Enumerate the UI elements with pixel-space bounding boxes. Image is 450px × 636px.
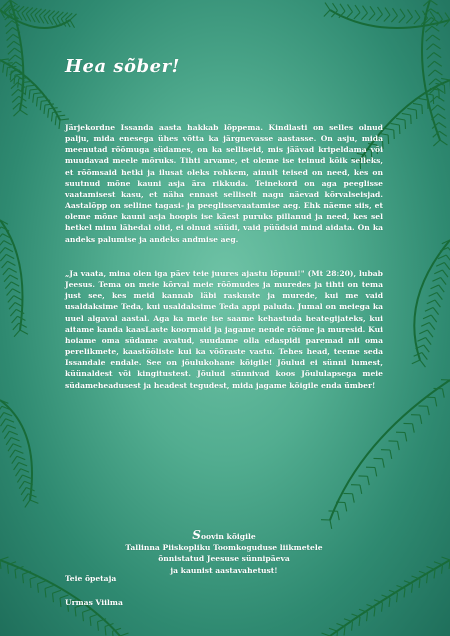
fir-needle <box>413 424 415 433</box>
fir-needle <box>337 624 345 627</box>
fir-needle <box>6 438 11 445</box>
fir-needle <box>18 13 23 21</box>
fir-needle <box>75 608 76 617</box>
fir-needle <box>9 268 17 272</box>
fir-needle <box>4 241 12 245</box>
fir-needle <box>48 17 53 25</box>
fir-needle <box>30 89 39 90</box>
fir-needle <box>53 18 58 26</box>
fir-needle <box>12 316 18 323</box>
fir-needle <box>23 574 24 583</box>
fir-needle <box>443 270 448 277</box>
fir-needle <box>435 70 442 75</box>
fir-needle <box>12 96 19 102</box>
fir-needle <box>4 431 9 438</box>
fir-needle <box>31 14 36 22</box>
fir-needle <box>330 520 332 529</box>
fir-needle <box>23 475 31 478</box>
fir-needle <box>26 14 31 22</box>
fir-needle <box>105 627 106 636</box>
fir-needle <box>13 323 19 330</box>
fir-needle <box>0 59 9 60</box>
fir-needle <box>45 104 54 105</box>
fir-needle <box>427 567 435 570</box>
fir-needle <box>385 8 390 15</box>
fir-needle <box>83 609 91 612</box>
fir-needle <box>13 110 20 116</box>
fir-needle <box>428 61 435 67</box>
fir-needle <box>394 130 395 139</box>
fir-needle <box>405 120 406 129</box>
fir-needle <box>436 79 443 84</box>
fir-needle <box>348 4 353 11</box>
fir-needle <box>360 485 362 494</box>
fir-needle <box>441 78 450 80</box>
fir-needle <box>30 500 38 503</box>
fir-needle <box>90 614 98 617</box>
fir-needle <box>444 263 449 270</box>
fir-needle <box>419 330 427 334</box>
fir-needle <box>6 419 14 422</box>
fir-needle <box>10 309 16 316</box>
fir-needle <box>384 15 390 22</box>
fir-needle <box>440 140 447 145</box>
fir-needle <box>5 248 13 252</box>
fir-needle <box>344 627 345 636</box>
fir-needle <box>415 10 420 17</box>
fir-needle <box>433 35 440 40</box>
fir-needle <box>424 93 433 95</box>
fir-needle <box>45 589 46 598</box>
fir-needle <box>443 389 445 398</box>
fir-needle <box>0 248 5 255</box>
fir-needle <box>8 565 9 574</box>
fir-needle <box>48 109 49 118</box>
fir-needle <box>353 494 355 503</box>
fir-needle <box>376 14 382 21</box>
fir-needle <box>391 123 400 125</box>
fir-needle <box>83 612 84 621</box>
fir-needle <box>28 494 36 497</box>
fir-needle <box>25 86 26 95</box>
fir-needle <box>416 110 417 119</box>
fir-needle <box>14 75 15 84</box>
fir-needle <box>374 608 375 617</box>
fir-needle <box>324 10 330 17</box>
fir-needle <box>369 14 375 21</box>
fir-needle <box>40 101 41 110</box>
fir-needle <box>429 79 436 85</box>
fir-needle <box>3 268 9 275</box>
paragraph-1: Järjekordne Issanda aasta hakkab lõppema. Kindlasti on selles olnud palju, mida enesega ühes võtta ka järgnevasse aastasse. On asju, mida meenutad rõõmuga südames, on ka selliseid, mis jäävad kripeldama või muudavad meele mõruks. Tihti arvame, et oleme ise teinud kõik selleks, et rõõmsaid hetki ja ilusat oleks rohkem, ainult teised on need, kes on suutnud mõne kauni asja ära rikkuda. Teinekord on aga peeglisse vaatamisest kasu, et näha ennast selliselt nagu näevad kõrvalseisjad. Aastalõpp on selline tagasi- ja peeglissevaatamise aeg. Ehk näeme siis, et oleme mõne kauni asja hoopis ise käest puruks pillanud ja need, kes sel hetkel minu lähedal olid, ei olnud süüdi, vaid püüdsid mind aidata. On ka andeks palumise ja andeks andmise aeg. <box>65 123 383 244</box>
fir-needle <box>3 0 10 6</box>
fir-needle <box>0 557 8 560</box>
fir-needle <box>17 456 25 459</box>
fir-needle <box>430 0 437 5</box>
fir-needle <box>36 98 37 107</box>
fir-needle <box>367 612 368 621</box>
fir-needle <box>19 463 27 466</box>
fir-needle <box>438 12 443 19</box>
fir-needle <box>30 576 38 579</box>
fir-needle <box>390 450 392 459</box>
fir-needle <box>7 289 13 296</box>
fir-needle <box>433 140 440 146</box>
paragraph-2: „Ja vaata, mina olen iga päev teie juures ajastu lõpuni!" (Mt 28:20), lubab Jeesus. Tema on meie kõrval meie rõõmudes ja muredes ja tihti on tema just see, kes meid kannab läbi raskuste ja murede, kui me vaid usaldaksime Teda, kui usaldaksime Teda appi paluda. Jumal on meiega ka uuel algaval aastal. Aga ka meie ise saame kehastuda heategijateks, kui aitame kanda kaasLaste koormaid ja jagame nende rõõme ja muresid. Kui hoiame oma südame avatud, suudame olla edaspidi paremad nii oma perelikmete, kaastööliste kui ka võõraste vastu. Tehes head, teeme seda Issandale endale. See on jõulukohane kõigile! Jõulud ei sünni lumest, küünaldest või kingitustest. Jõulud sünnivad koos Jõululapsega meie südameheadusest ja headest tegudest, mida jagame kõigile enda ümber! <box>65 269 383 390</box>
fir-needle <box>8 48 15 54</box>
fir-needle <box>23 494 28 501</box>
closing-line-3: õnnistatud Jeesuse sünnipäeva <box>158 554 290 564</box>
fir-needle <box>434 61 441 66</box>
fir-needle <box>426 338 431 345</box>
fir-needle <box>12 89 19 95</box>
fir-needle <box>438 105 445 110</box>
fir-needle <box>4 413 12 416</box>
fir-needle <box>406 17 412 24</box>
fir-needle <box>5 282 11 289</box>
fir-needle <box>10 76 17 82</box>
fir-needle <box>14 463 19 470</box>
fir-needle <box>433 308 438 315</box>
fir-needle <box>10 275 18 279</box>
fir-needle <box>439 131 446 136</box>
fir-needle <box>370 6 375 13</box>
fir-needle <box>389 598 390 607</box>
fir-needle <box>431 105 438 111</box>
fir-needle <box>26 85 35 86</box>
fir-needle <box>7 34 14 40</box>
fir-needle <box>433 44 440 49</box>
fir-needle <box>422 353 427 360</box>
fir-needle <box>412 360 420 364</box>
fir-needle <box>0 254 6 261</box>
fir-needle <box>429 323 434 330</box>
fir-needle <box>20 330 28 334</box>
fir-needle <box>33 94 34 103</box>
fir-needle <box>417 338 425 342</box>
fir-needle <box>355 5 360 12</box>
fir-needle <box>385 128 394 130</box>
fir-needle <box>428 70 435 76</box>
fir-needle <box>399 125 400 134</box>
fir-needle <box>59 120 60 129</box>
fir-needle <box>427 53 434 59</box>
fir-needle <box>426 44 433 50</box>
fir-needle <box>427 574 428 583</box>
fir-needle <box>391 16 397 23</box>
signature-name: Urmas Viilma <box>65 598 123 607</box>
fir-needle <box>438 114 445 119</box>
fir-needle <box>413 103 422 105</box>
fir-needle <box>405 433 407 442</box>
closing-line-2: Tallinna Piiskopliku Toomkoguduse liikmetele <box>125 543 323 553</box>
fir-needle <box>419 98 428 100</box>
fir-needle <box>414 18 420 25</box>
fir-needle <box>29 90 30 99</box>
fir-needle <box>444 85 445 94</box>
fir-needle <box>354 13 360 20</box>
fir-needle <box>445 13 450 20</box>
fir-needle <box>113 631 114 636</box>
fir-needle <box>38 581 46 584</box>
fir-needle <box>21 469 29 472</box>
fir-needle <box>333 3 338 10</box>
fir-needle <box>12 456 17 463</box>
fir-needle <box>13 444 21 447</box>
fir-needle <box>434 562 442 565</box>
fir-needle <box>14 330 20 337</box>
fir-needle <box>0 241 4 248</box>
fir-needle <box>378 7 383 14</box>
fir-needle <box>70 20 75 28</box>
fir-needle <box>6 28 13 34</box>
fir-needle <box>412 584 413 593</box>
fir-needle <box>396 118 405 120</box>
fir-needle <box>8 296 14 303</box>
fir-needle <box>442 565 443 574</box>
fir-needle <box>6 254 14 258</box>
fir-needle <box>3 64 4 73</box>
fir-needle <box>408 9 413 16</box>
fir-needle <box>17 475 22 482</box>
fir-needle <box>0 227 1 234</box>
fir-needle <box>5 21 12 27</box>
fir-needle <box>0 406 2 413</box>
fir-needle <box>388 135 389 144</box>
fir-needle <box>4 275 10 282</box>
fir-needle <box>431 285 439 289</box>
fir-needle <box>338 511 340 520</box>
fir-needle <box>383 459 385 468</box>
fir-needle <box>10 450 15 457</box>
fir-needle <box>421 323 429 327</box>
fir-needle <box>359 617 360 626</box>
fir-needle <box>437 96 444 101</box>
fir-needle <box>11 438 19 441</box>
fir-needle <box>53 590 61 593</box>
fir-needle <box>21 488 26 495</box>
fir-needle <box>411 115 412 124</box>
fir-needle <box>60 119 69 120</box>
greeting-heading: Hea sõber! <box>65 56 180 77</box>
fir-needle <box>429 293 437 297</box>
fir-needle <box>407 108 416 110</box>
fir-needle <box>425 308 433 312</box>
fir-needle <box>426 35 433 41</box>
fir-needle <box>10 71 11 80</box>
closing-line-4: ja kaunist aastavahetust! <box>170 565 278 575</box>
fir-needle <box>422 105 423 114</box>
fir-needle <box>404 589 405 598</box>
fir-needle <box>340 4 345 11</box>
fir-needle <box>325 3 330 10</box>
fir-needle <box>8 425 16 428</box>
fir-needle <box>346 12 352 19</box>
fir-needle <box>34 93 43 94</box>
fir-needle <box>6 68 7 77</box>
fir-needle <box>427 300 435 304</box>
fir-needle <box>2 261 8 268</box>
fir-needle <box>432 26 439 31</box>
fir-needle <box>442 557 450 560</box>
fir-needle <box>400 9 405 16</box>
fir-needle <box>446 255 450 262</box>
fir-needle <box>60 598 61 607</box>
fir-needle <box>13 103 20 109</box>
fir-needle <box>345 503 347 512</box>
fir-needle <box>435 300 440 307</box>
fir-needle <box>49 108 58 109</box>
fir-needle <box>7 41 14 47</box>
fir-needle <box>30 579 31 588</box>
fir-needle <box>0 234 3 241</box>
fir-needle <box>13 289 21 293</box>
closing-initial: S <box>192 528 201 542</box>
closing-wishes <box>65 530 383 576</box>
fir-needle <box>35 15 40 23</box>
fir-needle <box>22 13 27 21</box>
fir-needle <box>44 105 45 114</box>
fir-needle <box>368 476 370 485</box>
fir-needle <box>432 278 440 282</box>
fir-needle <box>382 603 383 612</box>
fir-needle <box>8 444 13 451</box>
fir-needle <box>363 6 368 13</box>
fir-needle <box>434 53 441 58</box>
fir-needle <box>15 450 23 453</box>
fir-needle <box>397 593 398 602</box>
fir-needle <box>0 419 5 426</box>
fir-needle <box>375 468 377 477</box>
fir-needle <box>2 425 7 432</box>
fir-needle <box>423 315 431 319</box>
fir-needle <box>25 500 30 507</box>
fir-needle <box>439 123 446 128</box>
fir-needle <box>0 413 4 420</box>
fir-needle <box>51 113 52 122</box>
fir-needle <box>20 110 28 115</box>
fir-needle <box>420 415 422 424</box>
fir-needle <box>393 8 398 15</box>
fir-needle <box>90 617 91 626</box>
fir-needle <box>425 26 432 32</box>
fir-needle <box>38 584 39 593</box>
fir-needle <box>98 622 99 631</box>
fir-needle <box>437 293 442 300</box>
fir-needle <box>419 579 420 588</box>
fir-needle <box>55 116 56 125</box>
fir-needle <box>420 360 425 367</box>
fir-needle <box>11 282 19 286</box>
fir-needle <box>19 481 24 488</box>
fir-needle <box>9 431 17 434</box>
fir-needle <box>402 113 411 115</box>
fir-needle <box>434 570 435 579</box>
fir-needle <box>431 315 436 322</box>
signature-role: Teie õpetaja <box>65 574 117 583</box>
fir-needle <box>428 330 433 337</box>
fir-needle <box>424 345 429 352</box>
fir-needle <box>18 79 19 88</box>
fir-needle <box>8 55 15 61</box>
fir-needle <box>39 16 44 24</box>
fir-needle <box>53 111 62 112</box>
closing-line-1 <box>65 530 383 542</box>
fir-needle <box>428 100 429 109</box>
fir-needle <box>15 570 16 579</box>
fir-needle <box>361 13 367 20</box>
fir-needle <box>8 261 16 265</box>
fir-needle <box>399 16 405 23</box>
fir-needle <box>428 406 430 415</box>
fir-needle <box>435 398 437 407</box>
fir-needle <box>45 586 53 589</box>
fir-needle <box>398 441 400 450</box>
fir-needle <box>8 66 17 67</box>
fir-needle <box>441 278 446 285</box>
fir-needle <box>352 622 353 631</box>
fir-needle <box>44 16 49 24</box>
fir-needle <box>9 303 15 310</box>
fir-needle <box>14 296 22 300</box>
fir-needle <box>439 285 444 292</box>
fir-needle <box>436 263 444 267</box>
fir-needle <box>53 593 54 602</box>
fir-needle <box>434 270 442 274</box>
closing-line-1-rest: oovin kõigile <box>200 532 256 541</box>
fir-needle <box>329 628 337 631</box>
fir-needle <box>15 469 20 476</box>
